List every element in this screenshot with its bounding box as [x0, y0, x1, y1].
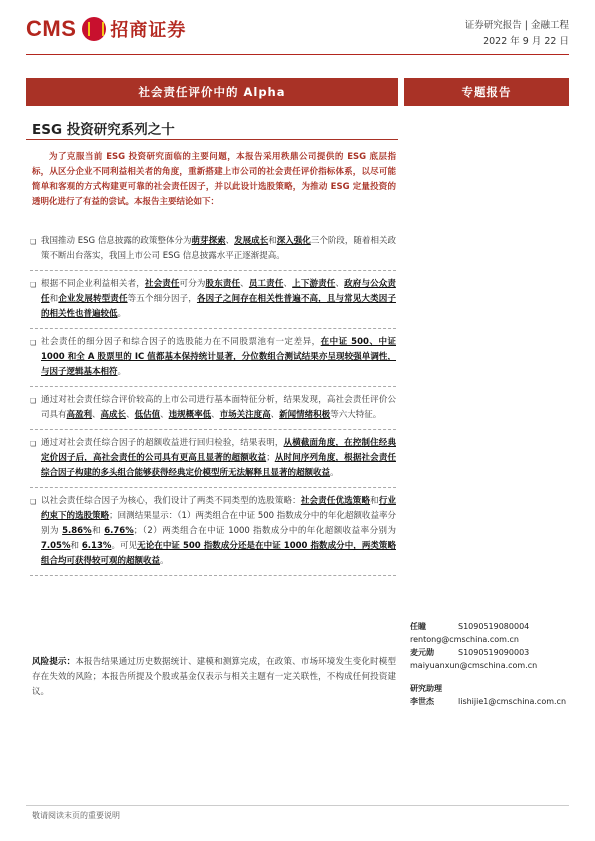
report-category: 专题报告 — [461, 85, 512, 99]
highlight-text: 政府与公众责任 — [41, 279, 396, 304]
plain-text: 。 — [117, 309, 127, 319]
risk-text: 本报告结果通过历史数据统计、建模和测算完成，在政策、市场环境发生变化时模型存在失效的风险；本报告所提及个股或基金仅表示与相关主题有一定关联性，不构成任何投资建议。 — [32, 657, 396, 697]
finding-text — [41, 393, 396, 423]
header-divider — [26, 54, 569, 55]
highlight-text: 无论在中证 500 指数成分还是在中证 1000 指数成分中，两类策略组合均可获得较可观的超额收益 — [41, 541, 396, 566]
highlight-text: 新闻情绪积极 — [279, 410, 331, 420]
footer-note: 敬请阅读末页的重要说明 — [32, 811, 120, 820]
highlight-text: 各因子之间存在相关性普遍不高，且与常见大类因子的相关性也普遍较低 — [41, 294, 396, 319]
highlight-text: 上下游责任 — [292, 279, 336, 289]
checkbox-bullet-icon: ❏ — [30, 440, 37, 448]
plain-text: 。 — [330, 468, 339, 478]
plain-text: 、 — [92, 410, 101, 420]
report-category-banner — [404, 78, 569, 106]
logo-mark-icon — [82, 17, 106, 41]
finding-text — [41, 234, 396, 264]
finding-item — [30, 488, 396, 576]
finding-item — [30, 329, 396, 387]
checkbox-bullet-icon: ❏ — [30, 498, 37, 506]
analyst-email[interactable]: maiyuanxun@cmschina.com.cn — [410, 661, 538, 670]
subtitle-divider — [26, 139, 398, 140]
highlight-text: 在中证 500、中证 1000 和全 A 股票里的 IC 值都基本保持统计显著，分位数组合测试结果亦呈现较强单调性，与因子逻辑基本相符 — [41, 337, 396, 377]
plain-text: 。可见 — [111, 541, 138, 551]
highlight-text: 从横截面角度，在控制住经典定价因子后，高社会责任的公司具有更高且显著的超额收益 — [41, 438, 396, 463]
plain-text: ；（2）两类组合在中证 1000 指数成分中的年化超额收益率分别为 — [133, 526, 397, 536]
analyst-entry — [410, 646, 570, 672]
checkbox-bullet-icon: ❏ — [30, 281, 37, 289]
plain-text: 、 — [335, 279, 345, 289]
plain-text: 和 — [49, 294, 59, 304]
assistant-entry — [410, 695, 570, 708]
plain-text: 我国推动 ESG 信息披露的政策整体分为 — [41, 236, 192, 246]
plain-text: 、 — [283, 279, 293, 289]
footer-divider — [26, 805, 569, 806]
plain-text: 可分为 — [179, 279, 206, 289]
finding-text — [41, 277, 396, 322]
analyst-entry — [410, 620, 570, 646]
analyst-name: 麦元勋 — [410, 648, 434, 657]
plain-text: 等六大特征。 — [330, 410, 382, 420]
plain-text: 。 — [117, 367, 127, 377]
finding-text — [41, 335, 396, 380]
highlight-text: 深入强化 — [276, 236, 311, 246]
highlight-text: 发展成长 — [234, 236, 269, 246]
assistant-name: 李世杰 — [410, 697, 434, 706]
plain-text: 、 — [126, 410, 135, 420]
finding-item — [30, 228, 396, 271]
logo-cn-text: 招商证券 — [110, 20, 187, 41]
plain-text: 、 — [211, 410, 220, 420]
checkbox-bullet-icon: ❏ — [30, 238, 37, 246]
analyst-cert: S1090519080004 — [458, 622, 530, 631]
plain-text: 等五个细分因子， — [127, 294, 197, 304]
highlight-text: 低估值 — [134, 410, 161, 420]
key-findings-list — [30, 228, 396, 576]
finding-item — [30, 430, 396, 488]
plain-text: 通过对社会责任综合评价较高的上市公司进行基本面特征分析，结果发现，高社会责任评价公司具有 — [41, 395, 396, 420]
plain-text: 社会责任的细分因子和综合因子的选股能力在不同股票池有一定差异， — [41, 337, 321, 347]
analyst-cert: S1090519090003 — [458, 648, 530, 657]
plain-text: 、 — [225, 236, 235, 246]
plain-text: 和 — [70, 541, 82, 551]
highlight-text: 高成长 — [100, 410, 127, 420]
highlight-text: 6.76% — [104, 526, 134, 536]
highlight-text: 市场关注度高 — [219, 410, 271, 420]
plain-text: 通过对社会责任综合因子的超额收益进行回归检验，结果表明， — [41, 438, 284, 448]
highlight-text: 7.05% — [41, 541, 71, 551]
plain-text: 以社会责任综合因子为核心，我们设计了两类不同类型的选股策略： — [41, 496, 301, 506]
plain-text: 。 — [160, 556, 169, 566]
checkbox-bullet-icon: ❏ — [30, 339, 37, 347]
highlight-text: 6.13% — [81, 541, 112, 551]
finding-item — [30, 387, 396, 430]
plain-text: 、 — [160, 410, 169, 420]
plain-text: 和 — [91, 526, 105, 536]
report-title-banner — [26, 78, 398, 106]
plain-text: 和 — [370, 496, 379, 506]
plain-text: 、 — [270, 410, 280, 420]
finding-text — [41, 494, 396, 569]
risk-label: 风险提示： — [32, 657, 76, 667]
analyst-email[interactable]: rentong@cmschina.com.cn — [410, 635, 519, 644]
assistant-role: 研究助理 — [410, 684, 442, 693]
logo-cms-text: CMS — [26, 16, 77, 41]
plain-text: ； — [266, 453, 275, 463]
highlight-text: 行业约束下的选股策略 — [41, 496, 396, 521]
assistant-email[interactable]: lishijie1@cmschina.com.cn — [458, 697, 567, 706]
report-date: 2022 年 9 月 22 日 — [483, 36, 569, 47]
highlight-text: 从时间序列角度，根据社会责任综合因子构建的多头组合能够获得经典定价模型所无法解释且显著的超额收益 — [41, 453, 396, 478]
plain-text: 、 — [240, 279, 249, 289]
finding-item — [30, 271, 396, 329]
risk-warning — [32, 655, 396, 700]
analyst-panel — [410, 620, 570, 708]
plain-text: 根据不同企业利益相关者， — [41, 279, 145, 289]
company-logo — [26, 16, 186, 42]
highlight-text: 社会责任优选策略 — [300, 496, 371, 506]
highlight-text: 高盈利 — [66, 410, 93, 420]
series-subtitle: ESG 投资研究系列之十 — [32, 122, 175, 138]
highlight-text: 员工责任 — [248, 279, 284, 289]
finding-text — [41, 436, 396, 481]
report-title: 社会责任评价中的 Alpha — [138, 85, 286, 99]
plain-text: ；回测结果显示：（1）两类组合在中证 500 指数成分中的年化超额收益率分别为 — [41, 511, 396, 536]
checkbox-bullet-icon: ❏ — [30, 397, 37, 405]
header-meta — [465, 18, 569, 50]
highlight-text: 股东责任 — [205, 279, 241, 289]
intro-paragraph: 为了克服当前 ESG 投资研究面临的主要问题，本报告采用秩鼎公司提供的 ESG 底层指标，从区分企业不同利益相关者的角度，重新搭建上市公司的社会责任评价指标体系，以尽可能简单和客观的方式构建更可靠的社会责任因子，并以此设计选股策略，为推动 ESG 定量投资的透明化进行了有益的尝试。本报告主要结论如下： — [32, 152, 396, 207]
highlight-text: 企业发展转型责任 — [58, 294, 128, 304]
highlight-text: 社会责任 — [144, 279, 180, 289]
highlight-text: 萌芽探索 — [191, 236, 226, 246]
plain-text: 三个阶段，随着相关政策不断出台落实，我国上市公司 ESG 信息披露水平正逐渐提高。 — [41, 236, 396, 261]
report-type: 证券研究报告 | 金融工程 — [464, 20, 569, 31]
analyst-name: 任瞳 — [410, 622, 426, 631]
plain-text: 和 — [268, 236, 277, 246]
highlight-text: 5.86% — [62, 526, 92, 536]
highlight-text: 违规概率低 — [168, 410, 212, 420]
